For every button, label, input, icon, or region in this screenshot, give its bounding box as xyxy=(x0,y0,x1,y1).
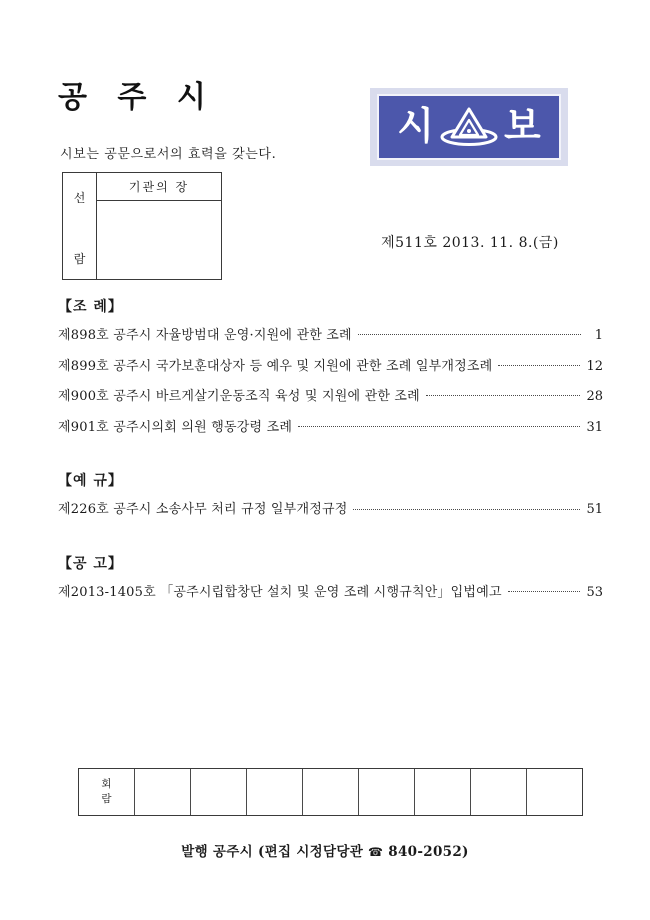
circulation-table xyxy=(78,768,583,816)
dot-leader xyxy=(298,418,580,431)
mountain-water-emblem-icon xyxy=(440,104,498,150)
emblem-char-bo: 보 xyxy=(504,104,541,148)
telephone-icon: ☎ xyxy=(368,845,384,859)
circulation-cell[interactable] xyxy=(415,769,471,815)
approval-side-label-bottom: 람 xyxy=(73,252,86,266)
toc-section-regulation xyxy=(58,470,603,519)
toc-entry-title: 제900호 공주시 바르게살기운동조직 육성 및 지원에 관한 조례 xyxy=(58,389,420,405)
table-of-contents xyxy=(58,296,603,613)
approval-side-label-top: 선 xyxy=(73,191,86,205)
emblem-char-si: 시 xyxy=(397,104,434,148)
emblem-inner-panel xyxy=(377,94,561,160)
toc-entry-page: 12 xyxy=(586,358,603,374)
toc-entry-page: 28 xyxy=(586,389,603,405)
publisher-text: 발행 공주시 (편집 시정담당관 xyxy=(181,844,364,860)
publisher-phone: 840-2052) xyxy=(388,844,469,860)
dot-leader xyxy=(426,387,581,400)
dot-leader xyxy=(358,326,581,339)
circulation-cell[interactable] xyxy=(471,769,527,815)
approval-main-column xyxy=(97,173,221,279)
circulation-cell[interactable] xyxy=(359,769,415,815)
dot-leader xyxy=(508,583,581,596)
toc-entry[interactable] xyxy=(58,357,603,376)
approval-side-label-column xyxy=(63,173,97,279)
toc-entry[interactable] xyxy=(58,326,603,345)
circulation-cell[interactable] xyxy=(191,769,247,815)
toc-entry-title: 제901호 공주시의회 의원 행동강령 조례 xyxy=(58,419,293,435)
section-spacer xyxy=(58,448,603,470)
approval-signature-cell[interactable] xyxy=(97,201,221,279)
circulation-label-line1: 회 xyxy=(101,777,112,790)
section-header: 【공 고】 xyxy=(58,555,123,572)
section-header: 【예 규】 xyxy=(58,473,123,490)
circulation-cell[interactable] xyxy=(303,769,359,815)
approval-table xyxy=(62,172,222,280)
publisher-footer xyxy=(0,840,650,860)
toc-entry-page: 53 xyxy=(586,584,603,600)
toc-entry[interactable] xyxy=(58,500,603,519)
approval-column-header: 기관의 장 xyxy=(97,173,221,201)
toc-section-ordinance xyxy=(58,296,603,436)
circulation-label-line2: 람 xyxy=(101,793,112,805)
toc-entry-title: 제898호 공주시 자율방범대 운영·지원에 관한 조례 xyxy=(58,328,352,343)
masthead-note: 시보는 공문으로서의 효력을 갖는다. xyxy=(60,147,277,162)
circulation-cell[interactable] xyxy=(135,769,191,815)
dot-leader xyxy=(353,500,580,513)
toc-entry-page: 51 xyxy=(586,502,603,518)
page-title: 공 주 시 xyxy=(58,80,216,115)
circulation-cell[interactable] xyxy=(527,769,582,815)
gazette-emblem xyxy=(370,88,568,166)
circulation-label-cell xyxy=(79,769,135,815)
toc-entry[interactable] xyxy=(58,583,603,602)
toc-entry-title: 제226호 공주시 소송사무 처리 규정 일부개정규정 xyxy=(58,502,348,518)
issue-date-line: 제511호 2013. 11. 8.(금) xyxy=(381,235,559,251)
toc-entry[interactable] xyxy=(58,418,603,437)
toc-entry[interactable] xyxy=(58,387,603,406)
toc-entry-page: 31 xyxy=(586,419,603,435)
toc-entry-title: 제899호 공주시 국가보훈대상자 등 예우 및 지원에 관한 조례 일부개정조례 xyxy=(58,358,493,374)
section-header: 【조 례】 xyxy=(58,299,123,315)
circulation-cell[interactable] xyxy=(247,769,303,815)
toc-entry-page: 1 xyxy=(594,328,603,343)
dot-leader xyxy=(498,357,580,370)
toc-entry-title: 제2013-1405호 「공주시립합창단 설치 및 운영 조례 시행규칙안」입법예고 xyxy=(58,584,502,600)
toc-section-notice xyxy=(58,553,603,602)
section-spacer xyxy=(58,531,603,553)
